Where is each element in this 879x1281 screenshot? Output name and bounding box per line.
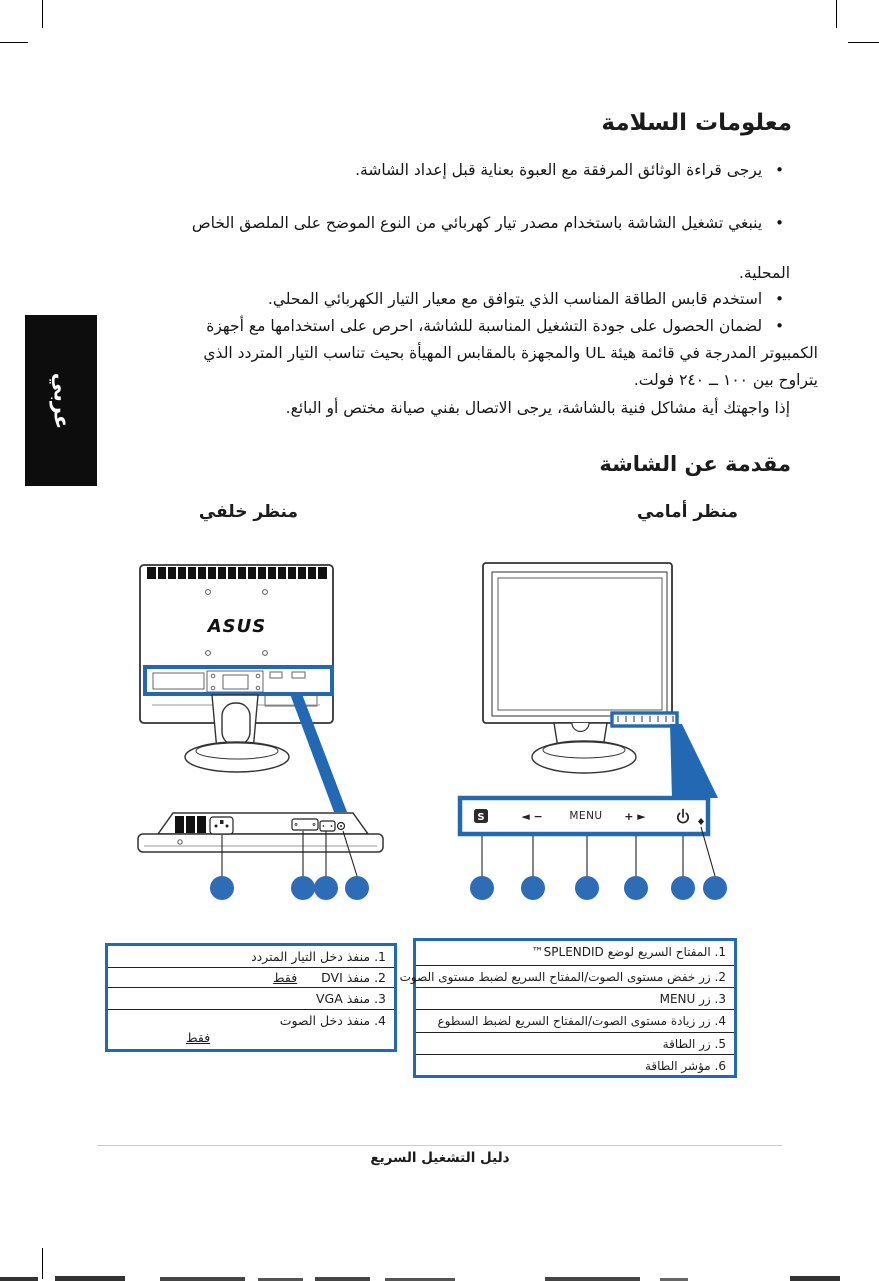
safety-note: إذا واجهتك أية مشاكل فنية بالشاشة، يرجى الاتصال بفني صيانة مختص أو البائع.: [285, 399, 790, 417]
rear-view-label: منظر خلفي: [198, 502, 298, 522]
front-row-2-text: 2. زر خفض مستوى الصوت/المفتاح السريع لضبط مستوى الصوت: [399, 970, 726, 984]
audio-jack: [338, 823, 345, 830]
crop-mark-top-left-horizontal: [0, 42, 28, 43]
callout-circle-5: [671, 876, 695, 900]
callout-circle-4: [624, 876, 648, 900]
table-row: [416, 1055, 734, 1078]
front-row-1-text: 1. المفتاح السريع لوضع SPLENDID™: [531, 945, 726, 959]
safety-bullet-3-text: استخدم قابس الطاقة المناسب الذي يتوافق مع معيار التيار الكهربائي المحلي.: [267, 290, 763, 308]
front-buttons-table: [399, 938, 737, 1078]
safety-bullet-4-line-1: لضمان الحصول على جودة التشغيل المناسبة للشاشة، احرص على استخدامها مع أجهزة: [206, 317, 763, 335]
crop-mark-top-right-horizontal: [848, 42, 879, 43]
table-row: [416, 941, 734, 966]
footer-divider: [97, 1145, 782, 1146]
callout-circle-2: [521, 876, 545, 900]
callout-circle-3: [575, 876, 599, 900]
callout-circle-4: [345, 876, 369, 900]
rear-row-2-only-label: فقط: [273, 970, 298, 985]
safety-bullet-4-line-3: يتراوح بين ١٠٠ ــ ٢٤٠ فولت.: [633, 371, 818, 389]
screen: [498, 578, 662, 710]
print-artifact: [790, 1276, 840, 1281]
table-row: [108, 988, 394, 1010]
safety-bullet-4-line-2: الكمبيوتر المدرجة في قائمة هيئة UL والمجهزة بالمقابس المهيأة بحيث تناسب التيار المتردد الذي: [203, 344, 818, 362]
language-tab-label: عربي: [48, 372, 73, 429]
front-callout-band: [670, 724, 718, 798]
front-row-4-text: 4. زر زيادة مستوى الصوت/المفتاح السريع لضبط السطوع: [437, 1014, 726, 1028]
language-tab: [25, 315, 97, 486]
table-row: [108, 968, 394, 988]
callout-circle-3: [314, 876, 338, 900]
monitor-diagrams: [90, 545, 750, 920]
table-row: [108, 1010, 394, 1049]
print-artifact: [0, 1277, 38, 1281]
safety-bullet-1: [355, 158, 784, 182]
front-row-3-text: 3. زر MENU: [659, 992, 726, 1006]
table-row: [416, 1033, 734, 1055]
print-artifact: [55, 1276, 125, 1281]
rear-io-panel: [138, 813, 383, 852]
rear-callout-circles: [210, 876, 369, 900]
callout-circle-6: [703, 876, 727, 900]
safety-title: معلومات السلامة: [601, 110, 792, 136]
callout-circle-2: [291, 876, 315, 900]
control-panel-box: [460, 798, 708, 834]
front-view-label: منظر أمامي: [637, 502, 738, 522]
safety-bullet-4: [206, 314, 784, 338]
dvi-port: [292, 819, 318, 830]
rear-row-3-text: 3. منفذ VGA: [315, 991, 386, 1006]
callout-circle-1: [470, 876, 494, 900]
table-row: [416, 1010, 734, 1033]
safety-bullet-1-text: يرجى قراءة الوثائق المرفقة مع العبوة بعناية قبل إعداد الشاشة.: [355, 161, 763, 179]
rear-row-1-text: 1. منفذ دخل التيار المتردد: [251, 949, 386, 964]
footer-title: دليل التشغيل السريع: [370, 1150, 510, 1166]
safety-bullet-2-text: ينبغي تشغيل الشاشة باستخدام مصدر تيار كهربائي من النوع الموضح على الملصق الخاص: [191, 214, 763, 232]
rear-row-2-text: 2. منفذ DVI: [321, 970, 386, 985]
power-inlet-port: [210, 817, 233, 834]
front-row-5-text: 5. زر الطاقة: [662, 1037, 726, 1051]
vent-blocks-icon: [175, 816, 206, 833]
crop-mark-top-right-vertical: [836, 0, 837, 28]
bullet-dot: •: [775, 161, 784, 179]
print-artifact: [545, 1277, 640, 1281]
crop-mark-top-left-vertical: [42, 0, 43, 28]
front-callout-circles: [470, 876, 727, 900]
rear-row-4-only-label: فقط: [186, 1030, 211, 1045]
safety-bullet-3: [268, 287, 784, 311]
table-row: [108, 946, 394, 968]
callout-circle-1: [210, 876, 234, 900]
table-row: [416, 988, 734, 1010]
button-row-highlight-box: [612, 713, 677, 726]
volume-up-label: + ►: [624, 810, 646, 823]
volume-down-label: ◄ −: [521, 810, 543, 823]
front-row-6-text: 6. مؤشر الطاقة: [644, 1059, 726, 1073]
front-stand: [532, 723, 636, 773]
rear-view-diagram: [138, 565, 383, 900]
bullet-dot: •: [775, 290, 784, 308]
safety-bullet-2: [192, 211, 784, 235]
crop-mark-bottom-left-vertical: [42, 1248, 43, 1279]
vent-grille-icon: [147, 567, 327, 579]
bullet-dot: •: [775, 317, 784, 335]
print-artifact: [160, 1277, 245, 1281]
svg-text:S: S: [477, 812, 485, 823]
table-row: [399, 966, 734, 988]
safety-bullet-2-continuation: المحلية.: [738, 264, 790, 282]
menu-label: MENU: [569, 810, 603, 822]
rear-row-4-text: 4. منفذ دخل الصوت: [279, 1013, 386, 1028]
front-view-diagram: [460, 563, 727, 900]
splendid-button-icon: [474, 809, 488, 823]
intro-title: مقدمة عن الشاشة: [599, 452, 791, 476]
vga-port: [320, 821, 335, 831]
rear-ports-table: [105, 943, 397, 1052]
asus-logo: ASUS: [207, 616, 267, 637]
bullet-dot: •: [775, 214, 784, 232]
print-artifact: [315, 1277, 370, 1281]
